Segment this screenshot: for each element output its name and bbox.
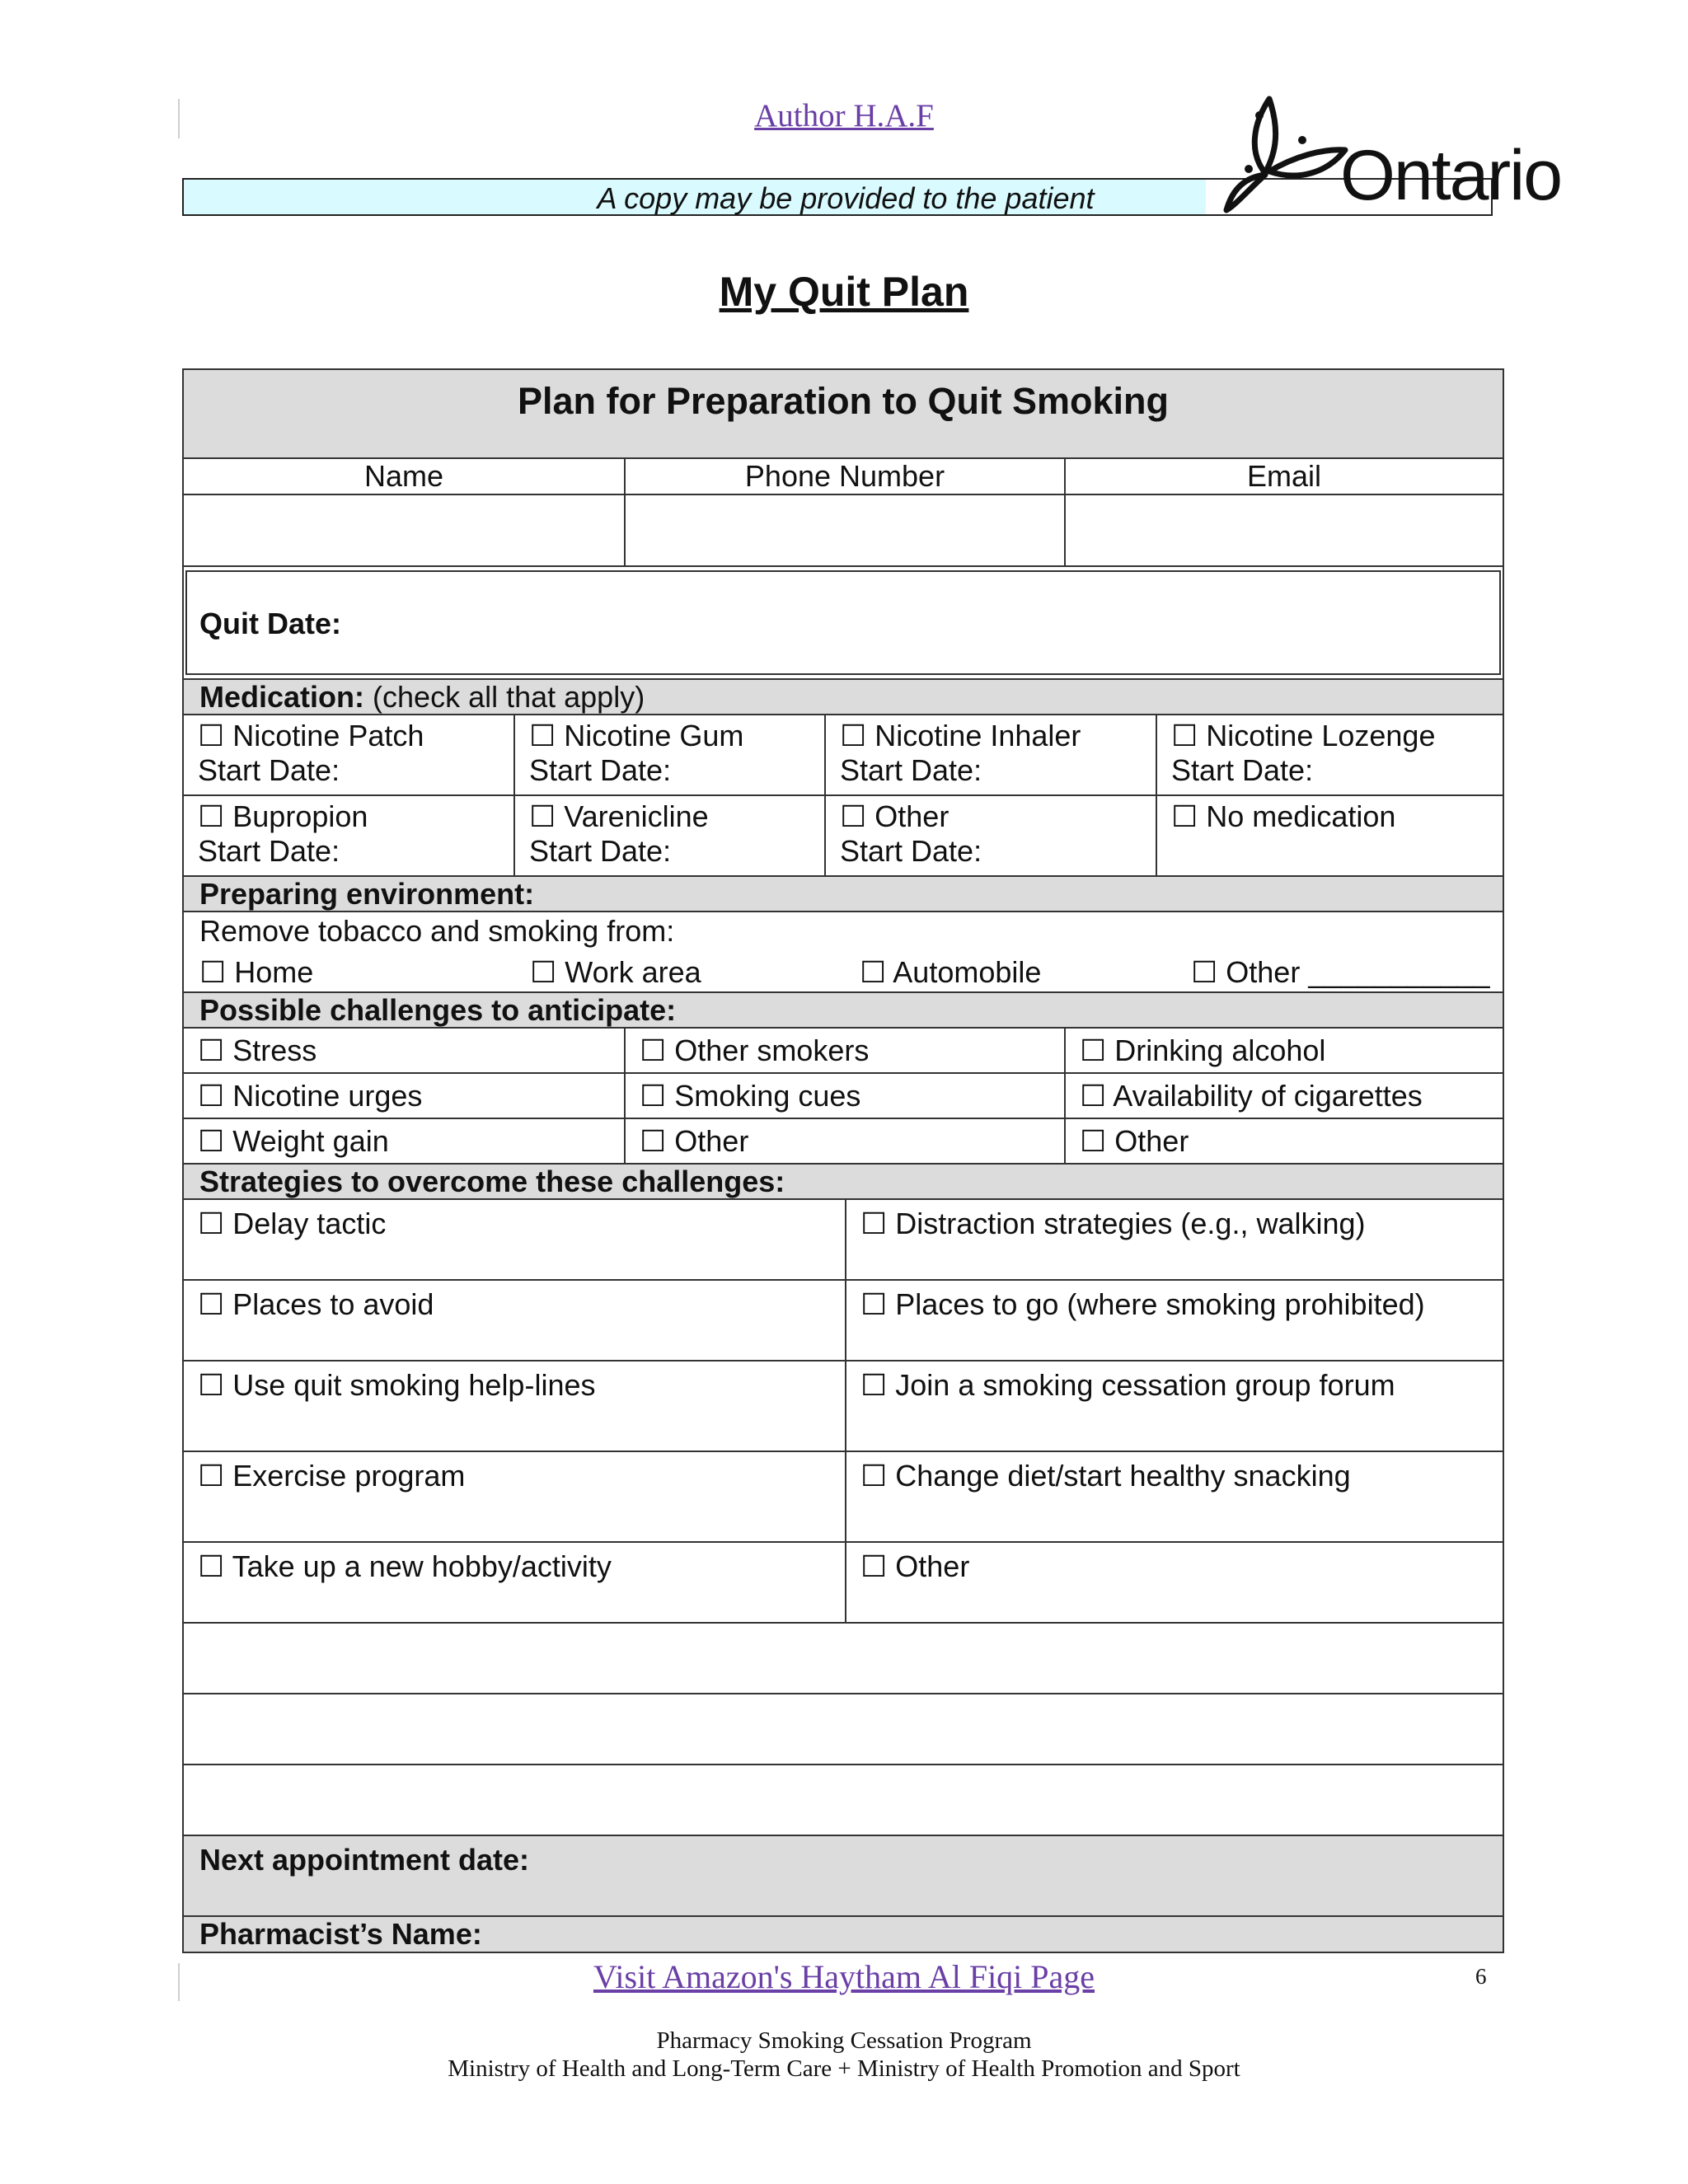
automobile-option[interactable]: ☐ Automobile (860, 955, 1042, 989)
nicotine-urges-option[interactable]: ☐ Nicotine urges (198, 1079, 423, 1113)
drinking-alcohol-option[interactable]: ☐ Drinking alcohol (1064, 1029, 1503, 1072)
places-to-avoid-option[interactable]: ☐ Places to avoid (198, 1287, 434, 1321)
availability-cigarettes-option[interactable]: ☐ Availability of cigarettes (1064, 1074, 1503, 1118)
other-challenge-option[interactable]: ☐ Other (624, 1119, 1064, 1163)
pharmacist-row[interactable] (182, 1917, 1504, 1953)
stress-option[interactable]: ☐ Stress (198, 1033, 317, 1067)
other-medication-option[interactable] (824, 796, 1156, 875)
work-area-option[interactable]: ☐ Work area (530, 955, 701, 989)
option-label: ☐ Nicotine Inhaler (840, 719, 1081, 752)
challenges-row-1 (182, 1029, 1504, 1074)
option-label: ☐ Nicotine Patch (198, 719, 424, 752)
option-label: ☐ Other (840, 799, 950, 833)
medication-note: (check all that apply) (373, 680, 645, 714)
environment-row (182, 912, 1504, 993)
nicotine-lozenge-option[interactable] (1156, 715, 1503, 794)
other-environment-option[interactable]: ☐ Other ___________ (1191, 955, 1490, 989)
start-date-label: Start Date: (198, 834, 340, 868)
help-lines-option[interactable]: ☐ Use quit smoking help-lines (198, 1368, 596, 1402)
medication-header-row (182, 680, 1504, 715)
new-hobby-option[interactable]: ☐ Take up a new hobby/activity (198, 1549, 612, 1583)
author-link[interactable]: Author H.A.F (754, 98, 934, 134)
nicotine-inhaler-option[interactable] (824, 715, 1156, 794)
blank-row-1[interactable] (182, 1624, 1504, 1694)
quit-plan-form (182, 368, 1504, 1953)
medication-row-2 (182, 796, 1504, 877)
option-label: ☐ Nicotine Gum (529, 719, 744, 752)
ontario-logo (1220, 91, 1574, 214)
next-appointment-row[interactable] (182, 1836, 1504, 1917)
contact-header-row (182, 459, 1504, 495)
group-forum-option[interactable]: ☐ Join a smoking cessation group forum (845, 1361, 1503, 1451)
medication-header (199, 680, 645, 715)
challenges-row-2 (182, 1074, 1504, 1119)
bupropion-option[interactable] (184, 796, 513, 875)
challenges-row-3 (182, 1119, 1504, 1165)
name-header: Name (363, 459, 444, 493)
varenicline-option[interactable] (513, 796, 824, 875)
medication-row-1 (182, 715, 1504, 796)
strategies-label: Strategies to overcome these challenges: (199, 1165, 785, 1198)
no-medication-option[interactable] (1156, 796, 1503, 875)
name-field[interactable] (184, 495, 624, 565)
footer-program: Pharmacy Smoking Cessation Program (656, 2027, 1032, 2054)
trillium-icon (1220, 91, 1352, 214)
email-field[interactable] (1064, 495, 1503, 565)
other-challenge-option-2[interactable]: ☐ Other (1064, 1119, 1503, 1163)
other-strategy-option[interactable]: ☐ Other (845, 1543, 1503, 1622)
phone-header: Phone Number (624, 459, 1064, 494)
amazon-page-link[interactable]: Visit Amazon's Haytham Al Fiqi Page (593, 1958, 1095, 1995)
places-to-go-option[interactable]: ☐ Places to go (where smoking prohibited) (845, 1281, 1503, 1360)
ontario-wordmark: Ontario (1340, 136, 1562, 215)
start-date-label: Start Date: (840, 753, 982, 787)
quit-date-row[interactable] (182, 567, 1504, 680)
delay-tactic-option[interactable]: ☐ Delay tactic (198, 1207, 387, 1240)
page-number: 6 (1475, 1964, 1487, 1989)
strategies-row-1 (182, 1200, 1504, 1281)
option-label: ☐ Bupropion (198, 799, 368, 833)
option-label: ☐ Varenicline (529, 799, 709, 833)
blank-row-3[interactable] (182, 1765, 1504, 1836)
strategies-row-5 (182, 1543, 1504, 1624)
email-header: Email (1064, 459, 1503, 494)
pharmacist-label: Pharmacist’s Name: (199, 1917, 482, 1951)
medication-label: Medication: (199, 680, 365, 714)
start-date-label: Start Date: (529, 753, 672, 787)
quit-date-box (185, 570, 1501, 675)
other-smokers-option[interactable]: ☐ Other smokers (624, 1029, 1064, 1072)
strategies-row-3 (182, 1361, 1504, 1452)
option-label: ☐ No medication (1171, 799, 1396, 833)
healthy-snacking-option[interactable]: ☐ Change diet/start healthy snacking (845, 1452, 1503, 1541)
start-date-label: Start Date: (840, 834, 982, 868)
footer-ministry: Ministry of Health and Long-Term Care + Ministry of Health Promotion and Sport (448, 2055, 1240, 2082)
form-heading-row (182, 368, 1504, 459)
environment-intro: Remove tobacco and smoking from: (199, 914, 675, 948)
page-title: My Quit Plan (719, 269, 969, 315)
home-option[interactable]: ☐ Home (199, 955, 314, 989)
start-date-label: Start Date: (529, 834, 672, 868)
nicotine-patch-option[interactable] (184, 715, 513, 794)
phone-field[interactable] (624, 495, 1064, 565)
start-date-label: Start Date: (198, 753, 340, 787)
banner-text: A copy may be provided to the patient (597, 181, 1095, 215)
environment-label: Preparing environment: (199, 877, 535, 911)
blank-row-2[interactable] (182, 1694, 1504, 1765)
strategies-row-2 (182, 1281, 1504, 1361)
next-appointment-label: Next appointment date: (199, 1843, 530, 1877)
contact-input-row (182, 495, 1504, 567)
distraction-strategies-option[interactable]: ☐ Distraction strategies (e.g., walking) (845, 1200, 1503, 1279)
challenges-header-row (182, 993, 1504, 1029)
form-heading: Plan for Preparation to Quit Smoking (517, 380, 1170, 422)
option-label: ☐ Nicotine Lozenge (1171, 719, 1436, 752)
environment-header-row (182, 877, 1504, 912)
nicotine-gum-option[interactable] (513, 715, 824, 794)
strategies-header-row (182, 1165, 1504, 1200)
smoking-cues-option[interactable]: ☐ Smoking cues (624, 1074, 1064, 1118)
quit-date-label: Quit Date: (199, 607, 342, 640)
challenges-label: Possible challenges to anticipate: (199, 993, 677, 1027)
start-date-label: Start Date: (1171, 753, 1314, 787)
exercise-program-option[interactable]: ☐ Exercise program (198, 1459, 466, 1493)
strategies-row-4 (182, 1452, 1504, 1543)
weight-gain-option[interactable]: ☐ Weight gain (198, 1124, 389, 1158)
